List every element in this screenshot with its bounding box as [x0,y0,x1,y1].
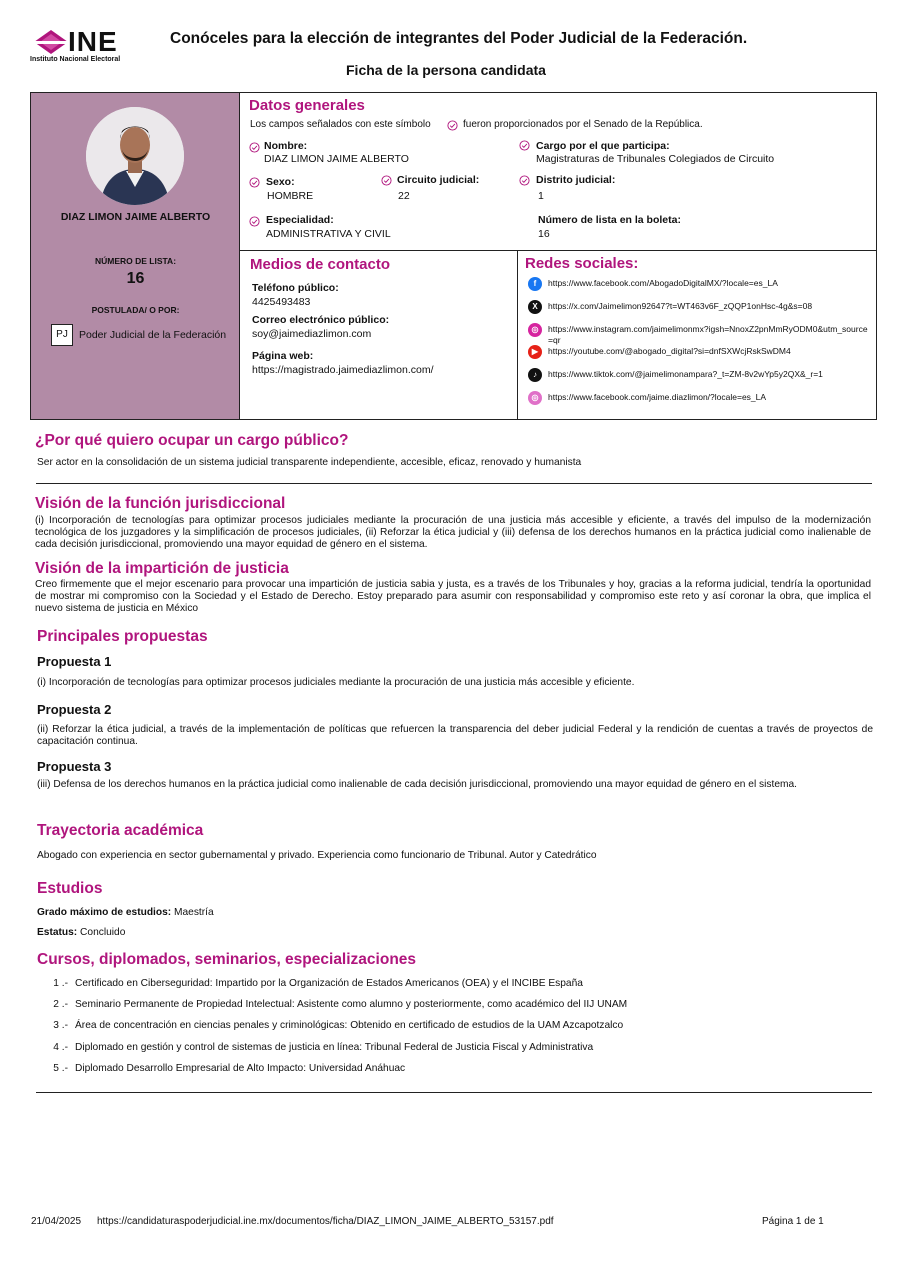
logo-subtitle: Instituto Nacional Electoral [30,56,121,63]
grado-value: Maestría [174,907,214,918]
estatus-value: Concluido [80,927,126,938]
circuito-label: Circuito judicial: [397,174,480,186]
proposals-heading: Principales propuestas [37,628,208,645]
especialidad-check-icon [249,216,260,227]
distrito-label: Distrito judicial: [536,174,616,186]
social-link[interactable]: https://www.facebook.com/AbogadoDigitalMX/?locale=es_LA [548,278,778,288]
email-label: Correo electrónico público: [252,314,390,326]
logo-text: INE [68,26,118,57]
why-heading: ¿Por qué quiero ocupar un cargo público? [35,432,349,449]
cargo-check-icon [519,140,530,151]
youtube-icon: ▶ [528,345,542,359]
distrito-check-icon [519,175,530,186]
email-value[interactable]: soy@jaimediazlimon.com [252,328,372,340]
candidate-portrait [86,107,184,205]
tiktok-icon: ♪ [528,368,542,382]
contact-panel [240,251,518,419]
general-heading: Datos generales [249,97,365,114]
phone-label: Teléfono público: [252,282,339,294]
general-data-panel [240,93,876,251]
course-number: 3 .- [53,1020,68,1031]
why-text: Ser actor en la consolidación de un sistema judicial transparente independiente, accesible, eficaz, renovado y humanista [37,457,582,468]
estatus-label: Estatus: [37,927,78,938]
facebook-icon: f [528,277,542,291]
grado-label: Grado máximo de estudios: [37,907,172,918]
name-label: Nombre: [264,140,308,152]
especialidad-label: Especialidad: [266,214,334,226]
sexo-check-icon [249,177,260,188]
social-link[interactable]: https://x.com/Jaimelimon92647?t=WT463v6F_zQQP1onHsc-4g&s=08 [548,301,813,311]
other-social-icon: ◎ [528,391,542,405]
course-number: 1 .- [53,978,68,989]
social-link[interactable]: https://youtube.com/@abogado_digital?si=dnfSXWcjRskSwDM4 [548,346,791,356]
web-link[interactable]: https://magistrado.jaimediazlimon.com/ [252,364,434,376]
proposal-text: (ii) Reforzar la ética judicial, a través de la implementación de políticas que refuercen la transparencia del deber judicial Federal y la rendición de cuentas a través de proyectos de capacitación continua. [37,724,873,747]
academic-heading: Trayectoria académica [37,822,204,839]
course-item: Diplomado Desarrollo Empresarial de Alto Impacto: Universidad Anáhuac [75,1063,406,1074]
postulated-label: POSTULADA/ O POR: [91,305,180,315]
vision-impart-text: Creo firmemente que el mejor escenario para provocar una impartición de justicia sabia y justa, es a través de los Tribunales y hoy, gracias a la reforma judicial, tendría la oportunidad de mostrar mi compromiso con la Sociedad y el Estado de Derecho. Estoy preparado para asumir con responsabilidad y compromiso este reto y así coronar la obra, que implica el nuevo sistema de justicia en México [35,579,871,614]
course-item: Seminario Permanente de Propiedad Intelectual: Asistente como alumno y posteriormente, como académico del IIJ UNAM [75,999,628,1010]
vision-impart-heading: Visión de la impartición de justicia [35,560,289,577]
list-number-label: NÚMERO DE LISTA: [94,256,177,266]
page-subtitle: Ficha de la persona candidata [346,62,546,78]
pj-badge: PJ [51,324,73,346]
especialidad-value: ADMINISTRATIVA Y CIVIL [266,228,391,240]
social-link[interactable]: https://www.tiktok.com/@jaimelimonampara?_t=ZM-8v2wYp5y2QX&_r=1 [548,369,823,379]
course-number: 5 .- [53,1063,68,1074]
distrito-value: 1 [538,190,544,202]
candidate-name: DIAZ LIMON JAIME ALBERTO [60,211,211,223]
sexo-label: Sexo: [266,176,295,188]
cargo-label: Cargo por el que participa: [536,140,670,152]
vision-function-text: (i) Incorporación de tecnologías para optimizar procesos judiciales mediante la procuración de una justicia más accesible y eficiente, a través del impulso de la modernización tecnológica de los juzgadores y la simplificación de procesos judiciales, (ii) Reforzar la ética judicial y (iii) defensa de los derechos humanos en la práctica judicial como inalienable de cada decisión jurisdiccional, promoviendo una mayor equidad de género en el sistema. [35,515,871,550]
footer-date: 21/04/2025 [31,1216,82,1227]
studies-heading: Estudios [37,880,103,897]
course-number: 4 .- [53,1042,68,1053]
courses-heading: Cursos, diplomados, seminarios, especializaciones [37,951,417,968]
name-check-icon [249,142,260,153]
x-icon: X [528,300,542,314]
social-heading: Redes sociales: [525,255,639,272]
circuito-check-icon [381,175,392,186]
ine-logo-icon [34,30,68,54]
proposal-text: (i) Incorporación de tecnologías para optimizar procesos judiciales mediante la procuración de una justicia más accesible y eficiente. [37,677,635,688]
estatus-row [37,927,125,938]
footer-page: Página 1 de 1 [762,1216,824,1227]
proposal-title: Propuesta 2 [37,702,112,717]
senate-note-after: fueron proporcionados por el Senado de la República. [463,119,703,130]
social-link[interactable]: https://www.facebook.com/jaime.diazlimon/?locale=es_LA [548,392,767,402]
boleta-label: Número de lista en la boleta: [538,214,681,226]
page-title: Conóceles para la elección de integrantes del Poder Judicial de la Federación. [170,30,748,47]
web-label: Página web: [252,350,314,362]
phone-value: 4425493483 [252,296,311,308]
course-number: 2 .- [53,999,68,1010]
ine-logo [30,28,148,66]
senate-check-icon [447,120,458,131]
contact-heading: Medios de contacto [250,256,391,273]
instagram-icon: ◎ [528,323,542,337]
course-item: Área de concentración en ciencias penales y criminológicas: Obtenido en certificado de estudios de la UAM Azcapotzalco [75,1020,624,1031]
senate-note-before: Los campos señalados con este símbolo [250,119,431,130]
proposal-title: Propuesta 1 [37,654,112,669]
course-item: Diplomado en gestión y control de sistemas de justicia en línea: Tribunal Federal de Justicia Fiscal y Administrativa [75,1042,594,1053]
proposal-text: (iii) Defensa de los derechos humanos en la práctica judicial como inalienable de cada decisión jurisdiccional, promoviendo una mayor equidad de género en el sistema. [37,779,797,790]
list-number: 16 [126,270,145,287]
grado-row [37,907,214,918]
postulated-by: Poder Judicial de la Federación [79,329,227,341]
cargo-value: Magistraturas de Tribunales Colegiados de Circuito [536,153,775,165]
sexo-value: HOMBRE [267,190,314,202]
circuito-value: 22 [398,190,410,202]
candidate-card [30,92,877,420]
name-value: DIAZ LIMON JAIME ALBERTO [264,153,409,165]
course-item: Certificado en Ciberseguridad: Impartido por la Organización de Estados Americanos (OEA) y el INCIBE España [75,978,583,989]
candidate-photo [86,107,184,205]
candidate-sidebar [31,93,240,419]
vision-function-heading: Visión de la función jurisdiccional [35,495,286,512]
social-panel [518,251,876,419]
divider [36,483,872,484]
footer-url[interactable]: https://candidaturaspoderjudicial.ine.mx/documentos/ficha/DIAZ_LIMON_JAIME_ALBERTO_53157.pdf [97,1216,554,1227]
divider [36,1092,872,1093]
academic-text: Abogado con experiencia en sector gubernamental y privado. Experiencia como funcionario de Tribunal. Autor y Catedrático [37,850,597,861]
proposal-title: Propuesta 3 [37,759,112,774]
boleta-value: 16 [538,228,550,240]
social-link[interactable]: https://www.instagram.com/jaimelimonmx?igsh=NnoxZ2pnMmRyODM0&utm_source=qr [548,324,868,345]
